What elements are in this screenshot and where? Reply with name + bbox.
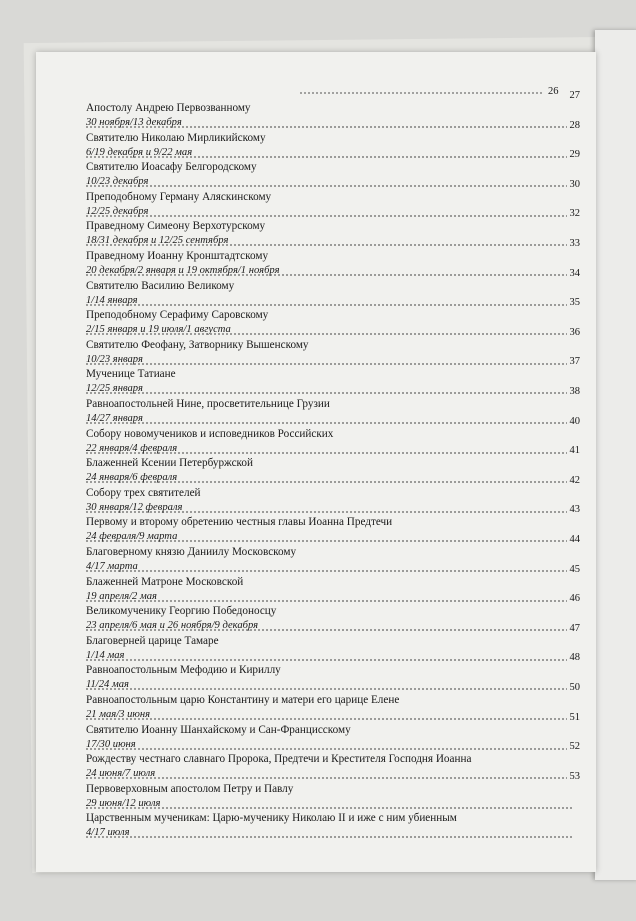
toc-entry-page: 46	[567, 593, 581, 604]
toc-entry-date: 4/17 марта	[86, 561, 138, 572]
toc-entry-page: 51	[567, 712, 581, 723]
toc-entry-title: Собору новомучеников и исповедников Российских	[86, 427, 334, 440]
toc-entry-title: Блаженней Матроне Московской	[86, 575, 244, 588]
toc-entry-date: 30 января/12 февраля	[86, 501, 183, 513]
toc-entry-date: 10/23 января	[86, 353, 143, 365]
toc-entry-page: 35	[567, 297, 581, 308]
toc-entry-title: Святителю Иоанну Шанхайскому и Сан-Францисскому	[86, 723, 351, 736]
leader-dots	[86, 412, 572, 424]
toc-entry-title: Святителю Иоасафу Белгородскому	[86, 161, 257, 174]
toc-entry-date: 11/24 мая	[86, 679, 129, 691]
toc-entry-title: Рождеству честнаго славнаго Пророка, Предтечи и Крестителя Господня Иоанна	[86, 753, 472, 766]
toc-entry-title: Царственным мученикам: Царю-мученику Николаю II и иже с ним убиенным	[86, 812, 457, 825]
toc-entry-title: Благоверному князю Даниилу Московскому	[86, 546, 297, 558]
leader-dots	[86, 560, 572, 572]
toc-entry-page: 34	[567, 268, 581, 279]
leader-dots	[86, 590, 572, 602]
first-page-number: 26	[548, 86, 559, 97]
toc-entry-date: 22 января/4 февраля	[86, 442, 178, 454]
leader-dots	[86, 708, 572, 720]
toc-entry-date: 19 апреля/2 мая	[86, 590, 157, 602]
toc-entry-date: 18/31 декабря и 12/25 сентября	[86, 235, 229, 247]
toc-entry-page: 44	[567, 534, 581, 545]
toc-entry-page: 30	[567, 179, 581, 190]
toc-entry-page: 29	[567, 149, 581, 160]
toc-entry-title: Праведному Иоанну Кронштадтскому	[86, 250, 269, 262]
toc-entry-date: 29 июня/12 июля	[86, 797, 161, 809]
toc-entry-title: Первому и второму обретению честныя главы Иоанна Предтечи	[86, 516, 393, 529]
toc-entry-page: 32	[567, 208, 581, 219]
leader-dots	[300, 84, 542, 94]
facing-page	[595, 30, 636, 880]
toc-entry-date: 23 апреля/6 мая и 26 ноября/9 декабря	[86, 620, 259, 632]
toc-entry-title: Благоверней царице Тамаре	[86, 634, 219, 647]
toc-entry-page: 53	[567, 771, 581, 782]
toc-entry-date: 14/27 января	[86, 413, 143, 424]
toc-entry-date: 6/19 декабря и 9/22 мая	[86, 146, 193, 158]
toc-entry-title: Равноапостольным царю Константину и матери его царице Елене	[86, 694, 400, 706]
toc-entry-date: 17/30 июня	[86, 738, 136, 750]
toc-entry-page: 27	[567, 90, 581, 101]
toc-entry-date: 4/17 июля	[86, 827, 130, 839]
toc-entry-date: 30 ноября/13 декабря	[86, 117, 182, 128]
leader-dots	[86, 678, 572, 690]
toc-entry-page: 48	[567, 652, 581, 663]
leader-dots	[86, 826, 572, 838]
toc-entry-date: 24 февраля/9 марта	[86, 531, 178, 543]
toc-entry-title: Равноапостольным Мефодию и Кириллу	[86, 664, 281, 677]
toc-entry-page: 50	[567, 682, 581, 693]
toc-entry-date: 1/14 мая	[86, 649, 125, 661]
toc-entry-date: 12/25 января	[86, 383, 143, 395]
toc-entry-title: Мученице Татиане	[86, 368, 176, 381]
toc-entry-title: Первоверховным апостолом Петру и Павлу	[86, 782, 294, 795]
toc-entry-page: 43	[567, 504, 581, 515]
toc-entry-page: 38	[567, 386, 581, 397]
toc-entry-page: 42	[567, 475, 581, 486]
toc-entry-date: 20 декабря/2 января и 19 октября/1 ноября	[86, 265, 280, 276]
leader-dots	[86, 738, 572, 750]
leader-dots	[86, 175, 572, 187]
toc-entry-date: 12/25 декабря	[86, 205, 149, 217]
toc-entry-page: 37	[567, 356, 581, 367]
toc-entry-title: Блаженней Ксении Петербуржской	[86, 457, 253, 470]
toc-entry-title: Апостолу Андрею Первозванному	[86, 102, 251, 114]
leader-dots	[86, 205, 572, 217]
toc-entry-title: Преподобному Серафиму Саровскому	[86, 309, 269, 322]
toc-entry-page: 28	[567, 120, 581, 131]
toc-entry-page: 52	[567, 741, 581, 752]
toc-entry-title: Преподобному Герману Аляскинскому	[86, 190, 272, 203]
toc-entry-page: 40	[567, 416, 581, 427]
toc-entry-date: 2/15 января и 19 июля/1 августа	[86, 324, 231, 336]
toc-entry-page: 36	[567, 327, 581, 338]
toc-entry-title: Равноапостольней Нине, просветительнице Грузии	[86, 398, 330, 410]
toc-entry-title: Великомученику Георгию Победоносцу	[86, 605, 277, 618]
toc-entry	[86, 812, 572, 842]
leader-dots	[86, 649, 572, 661]
toc-entry-title: Святителю Феофану, Затворнику Вышенскому	[86, 338, 309, 351]
toc-entry-page: 33	[567, 238, 581, 249]
toc-entry-title: Святителю Николаю Мирликийскому	[86, 131, 266, 144]
toc-entry-page: 45	[567, 564, 581, 575]
leader-dots	[86, 767, 572, 779]
toc-entry-title: Святителю Василию Великому	[86, 279, 235, 292]
toc-entry-date: 24 июня/7 июля	[86, 768, 156, 780]
toc-entry-page: 41	[567, 445, 581, 456]
leader-dots	[86, 294, 572, 306]
toc-entry-date: 21 мая/3 июня	[86, 709, 151, 720]
toc-entry-title: Праведному Симеону Верхотурскому	[86, 220, 266, 233]
leader-dots	[86, 353, 572, 365]
toc-entry-page: 47	[567, 623, 581, 634]
toc-entry-date: 1/14 января	[86, 294, 138, 306]
toc-entry-title: Собору трех святителей	[86, 486, 201, 499]
toc-entry-date: 24 января/6 февраля	[86, 472, 178, 484]
leader-dots	[86, 382, 572, 394]
toc-entry-date: 10/23 декабря	[86, 176, 149, 188]
